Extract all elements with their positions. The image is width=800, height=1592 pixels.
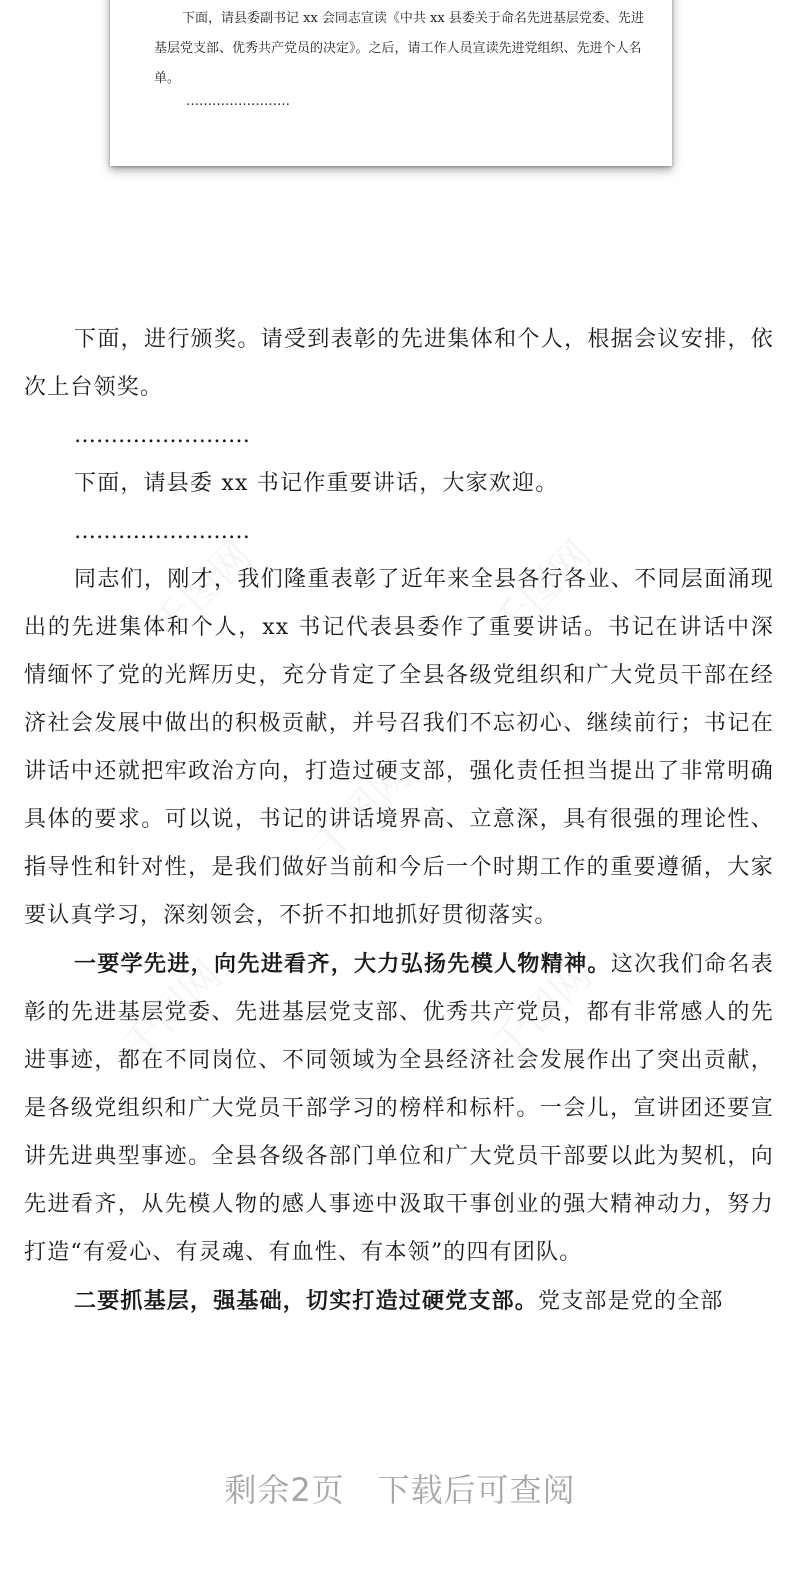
document-body [24, 316, 774, 1326]
preview-paragraph: 下面，请县委副书记 xx 会同志宣读《中共 xx 县委关于命名先进基层党委、先进基层党支部、优秀共产党员的决定》。之后，请工作人员宣读先进党组织、先进个人名单。 [154, 11, 644, 86]
ellipsis-2: …………………… [74, 519, 250, 544]
paragraph-point-one [24, 940, 774, 1277]
preview-ellipsis: …………………… [186, 94, 290, 109]
point-one-heading: 一要学先进，向先进看齐，大力弘扬先模人物精神。 [74, 951, 611, 977]
paragraph-award: 下面，进行颁奖。请受到表彰的先进集体和个人，根据会议安排，依次上台领奖。 [24, 327, 774, 400]
point-two-heading: 二要抓基层，强基础，切实打造过硬党支部。 [74, 1288, 539, 1314]
paragraph-speech-invite: 下面，请县委 xx 书记作重要讲话，大家欢迎。 [74, 471, 559, 496]
point-two-text: 党支部是党的全部 [538, 1289, 724, 1314]
point-one-text: 这次我们命名表彰的先进基层党委、先进基层党支部、优秀共产党员，都有非常感人的先进事迹，都在不同岗位、不同领域为全县经济社会发展作出了突出贡献，是各级党组织和广大党员干部学习的榜样和标杆。一会儿，宣讲团还要宣讲先进典型事迹。全县各级各部门单位和广大党员干部要以此为契机，向先进看齐，从先模人物的感人事迹中汲取干事创业的强大精神动力，努力打造“有爱心、有灵魂、有血性、有本领”的四有团队。 [24, 952, 774, 1265]
paragraph-point-two [24, 1277, 774, 1326]
ellipsis-1: …………………… [74, 423, 250, 448]
paragraph-summary: 同志们，刚才，我们隆重表彰了近年来全县各行各业、不同层面涌现出的先进集体和个人，xx 书记代表县委作了重要讲话。书记在讲话中深情缅怀了党的光辉历史，充分肯定了全县各级党组织和广大党员干部在经济社会发展中做出的积极贡献，并号召我们不忘初心、继续前行；书记在讲话中还就把牢政治方向，打造过硬支部，强化责任担当提出了非常明确具体的要求。可以说，书记的讲话境界高、立意深，具有很强的理论性、指导性和针对性，是我们做好当前和今后一个时期工作的重要遵循，大家要认真学习，深刻领会，不折不扣地抓好贯彻落实。 [24, 567, 774, 928]
remaining-pages-notice[interactable]: 剩余2页 下载后可查阅 [224, 1471, 576, 1509]
document-preview-card [110, 0, 672, 166]
